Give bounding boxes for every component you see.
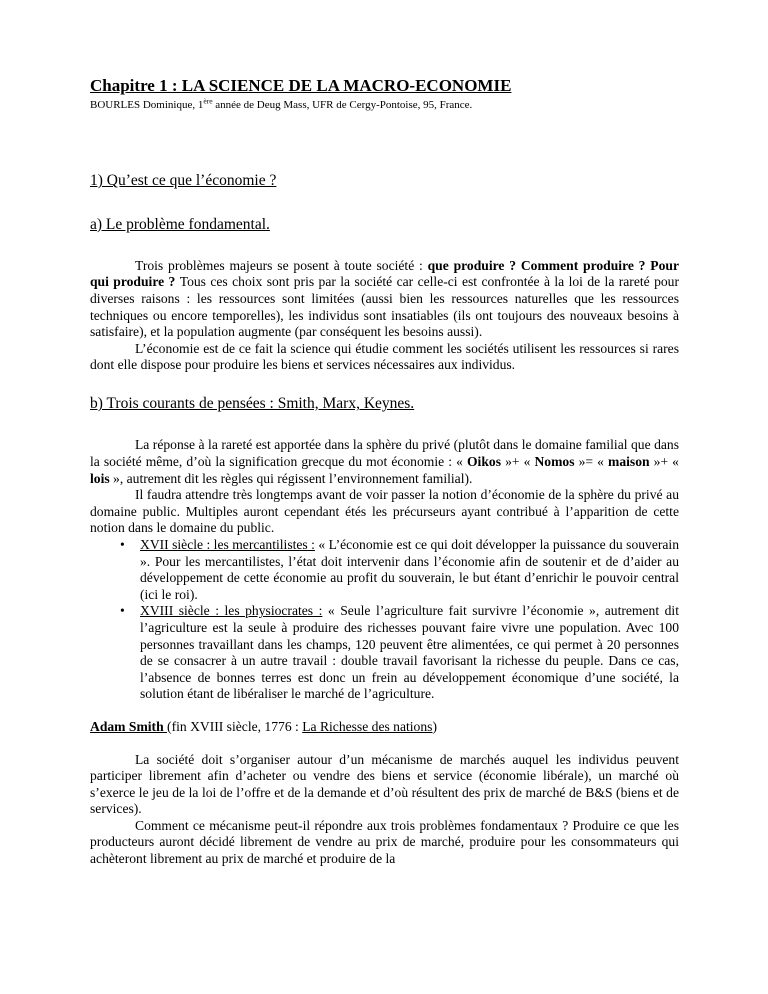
- bullet-icon: •: [120, 536, 125, 552]
- section-heading-1: 1) Qu’est ce que l’économie ?: [90, 172, 277, 190]
- text-run: La réponse à la rareté est apportée dans la sphère du privé (plutôt dans le domaine familial que dans la société même, d’où la signification grecque du mot économie : «: [90, 437, 679, 470]
- subsection-heading-b: b) Trois courants de pensées : Smith, Marx, Keynes.: [90, 395, 415, 413]
- text-run: (fin XVIII siècle, 1776 :: [167, 718, 303, 734]
- list-item-text: [140, 537, 679, 602]
- paragraph-fundamental-2: [90, 341, 679, 374]
- text-run: », autrement dit les règles qui régissent l’environnement familial).: [109, 470, 473, 486]
- text-run: que produire ? Comment produire ? Pour qui produire ?: [90, 257, 679, 290]
- bullet-icon: •: [120, 603, 125, 619]
- subsection-heading-a: a) Le problème fondamental.: [90, 215, 270, 233]
- paragraph-courants-2: [90, 487, 679, 537]
- paragraph-courants-1: [90, 437, 679, 487]
- text-run: »+ «: [649, 454, 679, 470]
- list-item-physiocrates: [90, 603, 679, 703]
- text-run: XVII siècle : les mercantilistes :: [140, 536, 315, 552]
- text-run: »= «: [574, 454, 609, 470]
- text-run: ): [432, 718, 437, 734]
- text-run: Nomos: [534, 454, 575, 470]
- text-run: « L’économie est ce qui doit développer la puissance du souverain ». Pour les mercantilistes, l’état doit intervenir dans l’économie afin de soutenir et de d’aider au développement de cette économie au profit du souverain, le but étant d’enrichir le pouvoir central (ici le roi).: [140, 536, 680, 602]
- paragraph-smith-2: [90, 818, 679, 868]
- list-item-mercantilistes: [90, 537, 679, 603]
- text-run: maison: [608, 454, 650, 470]
- text-run: Il faudra attendre très longtemps avant de voir passer la notion d’économie de la sphère du privé au domaine public. Multiples auront cependant étés les précurseurs ayant contribué à l’apparition de cette notion dans le domaine du public.: [90, 487, 679, 536]
- document-byline: [90, 96, 679, 113]
- text-run: XVIII siècle : les physiocrates :: [140, 603, 323, 619]
- text-run: Adam Smith: [90, 718, 168, 734]
- text-run: »+ «: [500, 454, 535, 470]
- text-run: « Seule l’agriculture fait survivre l’économie », autrement dit l’agriculture est la seule à produire des richesses pouvant faire vivre une population. Avec 100 personnes travaillant dans les champs, 120 peuvent être alimentées, ce qui permet à 20 personnes de se consacrer à un autre travail : double travail favorisant la richesse du peuple. Dans ce cas, l’absence de bonnes terres est donc un frein au développement économique d’une société, la solution étant de libéraliser le marché de l’agriculture.: [140, 603, 679, 702]
- text-run: La Richesse des nations: [302, 718, 433, 734]
- text-run: année de Deug Mass, UFR de Cergy-Pontoise, 95, France.: [212, 99, 473, 112]
- schools-of-thought-list: [90, 537, 679, 703]
- text-run: Comment ce mécanisme peut-il répondre aux trois problèmes fondamentaux ? Produire ce que les producteurs auront décidé librement de vendre au prix de marché, produire pour les consommateurs qui achèteront librement au prix de marché et produire de la: [90, 817, 679, 867]
- list-item-text: [140, 603, 679, 701]
- paragraph-fundamental-1: [90, 258, 679, 341]
- document-title: Chapitre 1 : LA SCIENCE DE LA MACRO-ECONOMIE: [90, 76, 512, 95]
- text-run: Trois problèmes majeurs se posent à toute société :: [135, 257, 428, 273]
- text-run: Oikos: [466, 454, 501, 470]
- text-run: BOURLES Dominique, 1: [90, 99, 204, 112]
- text-run: ère: [203, 96, 213, 106]
- adam-smith-heading-line: [90, 719, 679, 736]
- text-run: lois: [90, 470, 110, 486]
- text-run: Tous ces choix sont pris par la société car celle-ci est confrontée à la loi de la rareté pour diverses raisons : les ressources sont limitées (aussi bien les ressources naturelles que les ressources techniques ou encore temporelles), les individus sont insatiables (ils ont toujours des nouveaux besoins à satisfaire), et la population augmente (par conséquent les besoins aussi).: [90, 274, 679, 340]
- paragraph-smith-1: [90, 752, 679, 818]
- text-run: La société doit s’organiser autour d’un mécanisme de marchés auquel les individus peuvent participer librement afin d’acheter ou vendre des biens et service (économie libérale), un marché où s’exerce le jeu de la loi de l’offre et de la demande et d’où résultent des prix de marché de B&S (biens et de services).: [90, 751, 679, 817]
- text-run: L’économie est de ce fait la science qui étudie comment les sociétés utilisent les ressources si rares dont elle dispose pour produire les biens et services nécessaires aux individus.: [90, 340, 679, 373]
